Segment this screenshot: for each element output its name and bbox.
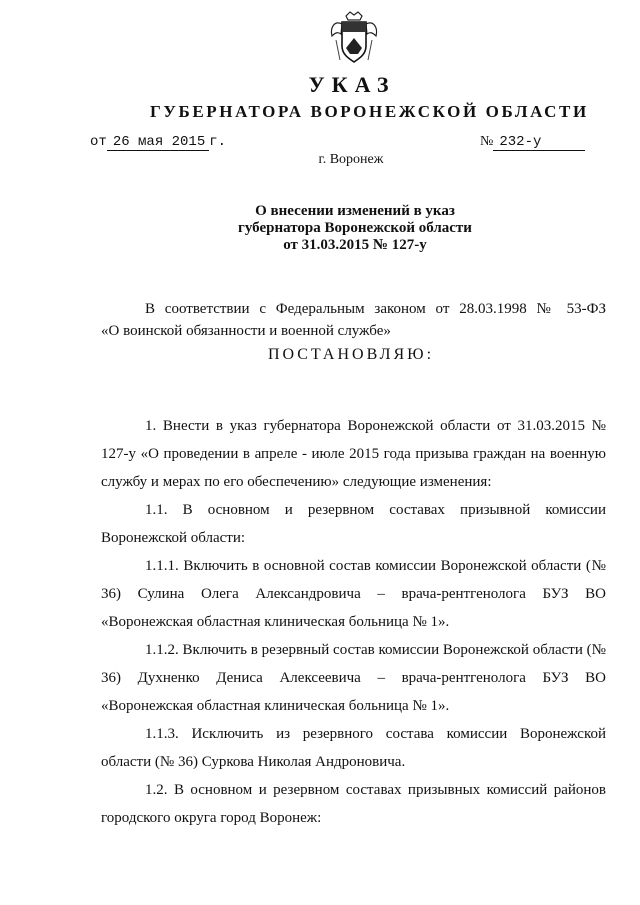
paragraph: 1.1.1. Включить в основной состав комиссии Воронежской области (№ 36) Сулина Олега Александровича – врача-рентгенолога БУЗ ВО «Воронежская областная клиническая больница № 1». — [101, 558, 606, 630]
paragraph: 1.2. В основном и резервном составах призывных комиссий районов городского округа город Воронеж: — [101, 782, 606, 826]
subject-line: губернатора Воронежской области — [238, 220, 472, 236]
preamble-line: «О воинской обязанности и военной службе» — [101, 323, 391, 339]
document-type-title: УКАЗ — [308, 72, 396, 97]
city-name: г. Воронеж — [318, 152, 384, 167]
paragraph: 1.1. В основном и резервном составах призывной комиссии Воронежской области: — [101, 502, 606, 546]
document-body — [101, 412, 606, 832]
paragraph: 1.1.3. Исключить из резервного состава комиссии Воронежской области (№ 36) Суркова Николая Андроновича. — [101, 726, 606, 770]
number-value: 232-у — [493, 134, 585, 151]
decree-word: ПОСТАНОВЛЯЮ: — [267, 346, 435, 363]
paragraph: 1. Внести в указ губернатора Воронежской области от 31.03.2015 № 127-у «О проведении в апреле - июле 2015 года призыва граждан на военную службу и мерах по его обеспечению» следующие изменения: — [101, 418, 606, 490]
date-value: 26 мая 2015 — [107, 134, 209, 151]
subject-line: от 31.03.2015 № 127-у — [283, 237, 427, 253]
preamble — [101, 296, 606, 340]
document-subject — [0, 203, 640, 254]
number-prefix: № — [480, 134, 494, 149]
paragraph: 1.1.2. Включить в резервный состав комиссии Воронежской области (№ 36) Духненко Дениса Алексеевича – врача-рентгенолога БУЗ ВО «Воронежская областная клиническая больница № 1». — [101, 642, 606, 714]
issuer-title: ГУБЕРНАТОРА ВОРОНЕЖСКОЙ ОБЛАСТИ — [150, 102, 589, 121]
document-date — [90, 134, 226, 150]
date-suffix: г. — [209, 134, 227, 150]
preamble-line: В соответствии с Федеральным законом от 28.03.1998 № 53-ФЗ — [145, 301, 606, 317]
coat-of-arms-icon — [328, 10, 380, 66]
date-prefix: от — [90, 134, 107, 150]
subject-line: О внесении изменений в указ — [255, 203, 455, 219]
document-number — [480, 134, 585, 151]
